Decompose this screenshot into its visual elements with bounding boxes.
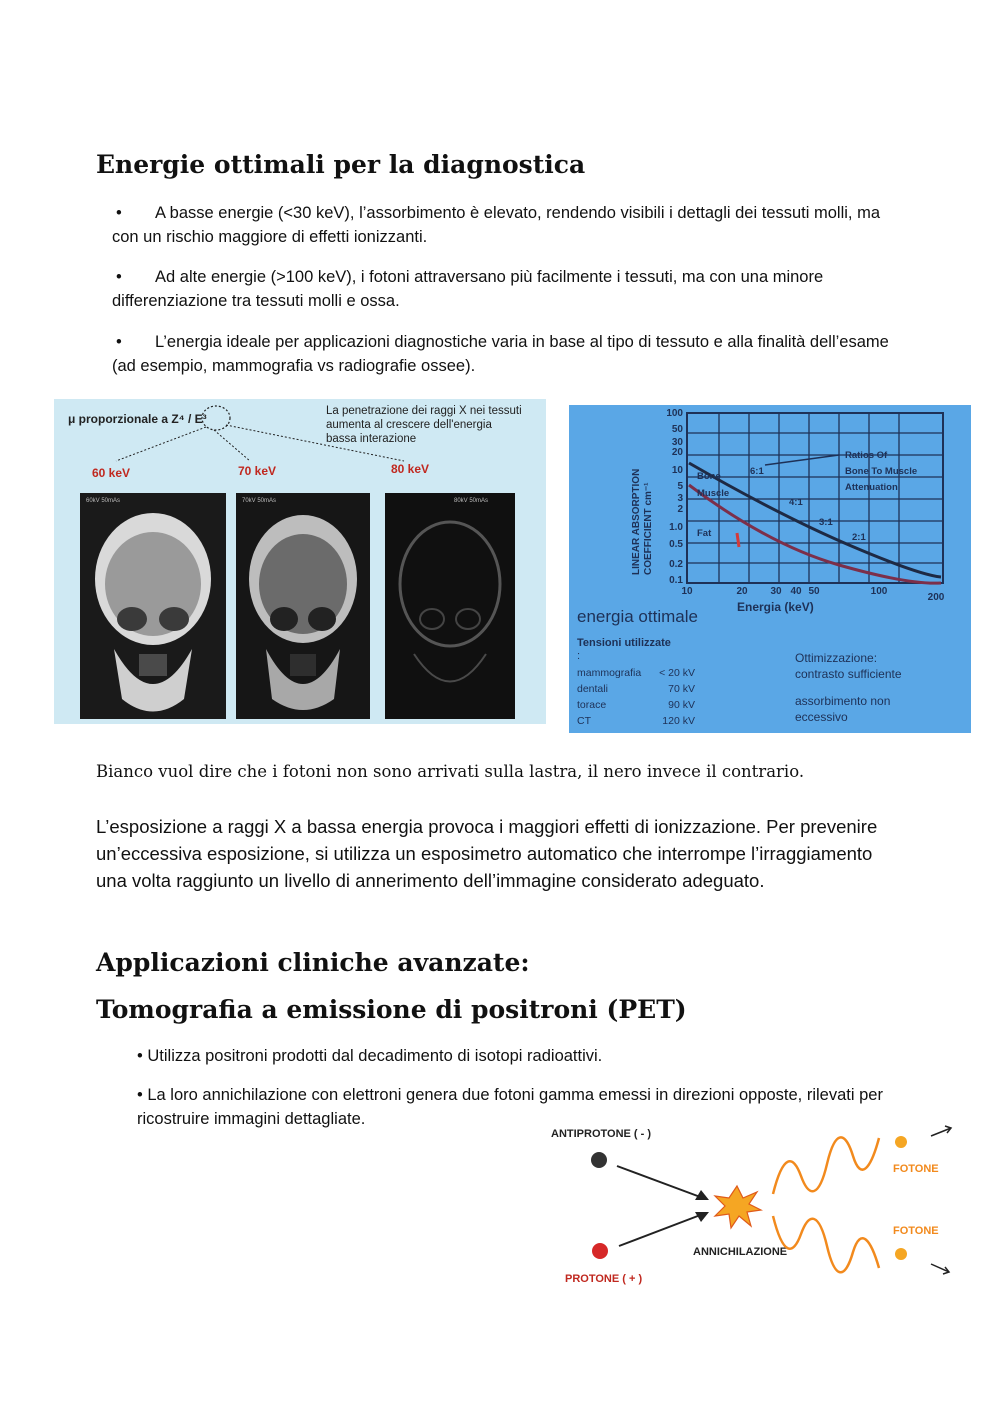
xray-film <box>236 493 370 719</box>
y-tick-label: 100 <box>666 408 683 419</box>
voltage-value: 70 kV <box>668 683 695 695</box>
x-tick-label: 50 <box>808 586 820 597</box>
pet-bullet: • La loro annichilazione con elettroni genera due fotoni gamma emessi in direzioni opposte, rilevati per ricostruire immagini dettagliate. <box>137 1086 883 1128</box>
section-title: Applicazioni cliniche avanzate: <box>96 948 530 977</box>
photon-bottom-label: FOTONE <box>893 1225 939 1237</box>
y-tick-label: 0.2 <box>669 559 683 570</box>
proton-label: PROTONE ( + ) <box>565 1273 643 1285</box>
voltage-value: < 20 kV <box>659 667 695 679</box>
voltage-exam: CT <box>577 715 591 727</box>
x-tick-label: 30 <box>770 586 782 597</box>
energy-label: 80 keV <box>391 462 430 476</box>
ratios-title: Attenuation <box>845 482 898 493</box>
photon-wave <box>773 1137 879 1194</box>
bullet-text: Ad alte energie (>100 keV), i fotoni attraversano più facilmente i tessuti, ma con una minore differenziazione tra tessuti molli e ossa. <box>112 268 824 310</box>
curve-label: Fat <box>697 528 712 539</box>
annihilation-diagram <box>545 1118 965 1293</box>
xray-film <box>80 493 226 719</box>
y-tick-label: 5 <box>677 481 683 492</box>
incoming-arrow <box>619 1214 703 1246</box>
y-tick-label: 3 <box>677 493 683 504</box>
ratios-title: Ratios Of <box>845 450 888 461</box>
xray-skull-figure <box>54 399 546 724</box>
film-label: 60kV 50mAs <box>86 498 121 504</box>
voltage-value: 90 kV <box>668 699 695 711</box>
photon-top-label: FOTONE <box>893 1163 939 1175</box>
y-tick-label: 30 <box>671 437 683 448</box>
y-tick-label: 10 <box>671 465 683 476</box>
bullet-text: A basse energie (<30 keV), l’assorbimento è elevato, rendendo visibili i dettagli dei tessuti molli, ma con un rischio maggiore di effetti ionizzanti. <box>112 204 881 246</box>
energy-label: 60 keV <box>92 466 131 480</box>
proton-particle <box>592 1243 608 1259</box>
annihilation-label: ANNICHILAZIONE <box>693 1246 788 1258</box>
xray-note-line: La penetrazione dei raggi X nei tessuti <box>326 405 522 417</box>
energy-label: 70 keV <box>238 464 277 478</box>
ratio-label: 2:1 <box>852 532 866 543</box>
x-axis-label: Energia (keV) <box>737 600 814 614</box>
x-tick-label: 20 <box>736 586 748 597</box>
y-axis-label: LINEAR ABSORPTION <box>631 468 642 575</box>
voltage-value: 120 kV <box>662 715 695 727</box>
y-tick-label: 1.0 <box>669 522 683 533</box>
y-tick-label: 0.1 <box>669 575 683 586</box>
photon-bottom-particle <box>895 1248 907 1260</box>
annihilation-burst-icon <box>715 1186 761 1228</box>
voltage-exam: mammografia <box>577 667 642 679</box>
antiproton-label: ANTIPROTONE ( - ) <box>551 1128 652 1140</box>
voltages-colon: : <box>577 650 581 662</box>
bullet-mark: • <box>116 268 122 286</box>
voltages-title: Tensioni utilizzate <box>577 637 671 649</box>
figure-caption: Bianco vuol dire che i fotoni non sono arrivati sulla lastra, il nero invece il contrario. <box>96 762 805 781</box>
y-tick-label: 2 <box>677 504 683 515</box>
absorption-chart-figure <box>569 405 971 733</box>
bullet-item <box>112 265 902 313</box>
pet-bullet: • Utilizza positroni prodotti dal decadimento di isotopi radioattivi. <box>137 1047 603 1065</box>
voltage-exam: dentali <box>577 683 608 695</box>
photon-top-particle <box>895 1136 907 1148</box>
ratio-label: 3:1 <box>819 517 833 528</box>
bullet-item <box>112 330 902 378</box>
photon-wave <box>773 1216 879 1272</box>
body-paragraph: L’esposizione a raggi X a bassa energia provoca i maggiori effetti di ionizzazione. Per prevenire un’eccessiva esposizione, si utilizza un esposimetro automatico che interrompe l’irraggiamento una volta raggiunto un livello di annerimento dell’immagine considerato adeguato. <box>96 816 878 891</box>
section-title: Energie ottimali per la diagnostica <box>96 150 586 179</box>
x-tick-label: 10 <box>681 586 693 597</box>
film-label: 70kV 50mAs <box>242 498 277 504</box>
x-tick-label: 200 <box>927 592 945 603</box>
optimization-text: Ottimizzazione: <box>795 651 878 665</box>
fat-marker <box>737 533 739 547</box>
xray-film <box>385 493 515 719</box>
optimization-text: eccessivo <box>795 710 848 724</box>
bullet-mark: • <box>116 333 122 351</box>
incoming-arrow <box>617 1166 703 1198</box>
ratios-title: Bone To Muscle <box>845 466 918 477</box>
curve-label: Muscle <box>697 488 730 499</box>
x-tick-label: 40 <box>790 586 802 597</box>
y-tick-label: 50 <box>671 424 683 435</box>
xray-note-line: aumenta al crescere dell'energia <box>326 419 492 431</box>
chart-title: energia ottimale <box>577 607 698 626</box>
bullet-mark: • <box>116 204 122 222</box>
voltage-exam: torace <box>577 699 607 711</box>
optimization-text: assorbimento non <box>795 694 891 708</box>
x-tick-label: 100 <box>870 586 888 597</box>
y-tick-label: 20 <box>671 447 683 458</box>
bullet-item <box>112 201 902 249</box>
ratio-label: 6:1 <box>750 466 764 477</box>
y-tick-label: 0.5 <box>669 539 683 550</box>
section-subtitle: Tomografia a emissione di positroni (PET) <box>96 995 687 1024</box>
formula-text: μ proporzionale a Z⁴ / E³ <box>68 412 207 426</box>
optimization-text: contrasto sufficiente <box>795 667 902 681</box>
ratio-label: 4:1 <box>789 497 803 508</box>
film-label: 80kV 50mAs <box>454 498 489 504</box>
bullet-text: L’energia ideale per applicazioni diagnostiche varia in base al tipo di tessuto e alla finalità dell’esame (ad esempio, mammografia vs radiografie ossee). <box>112 333 889 375</box>
xray-note-line: bassa interazione <box>326 433 417 445</box>
antiproton-particle <box>591 1152 607 1168</box>
curve-label: Bone <box>697 471 721 482</box>
y-axis-label: COEFFICIENT cm⁻¹ <box>643 482 654 575</box>
